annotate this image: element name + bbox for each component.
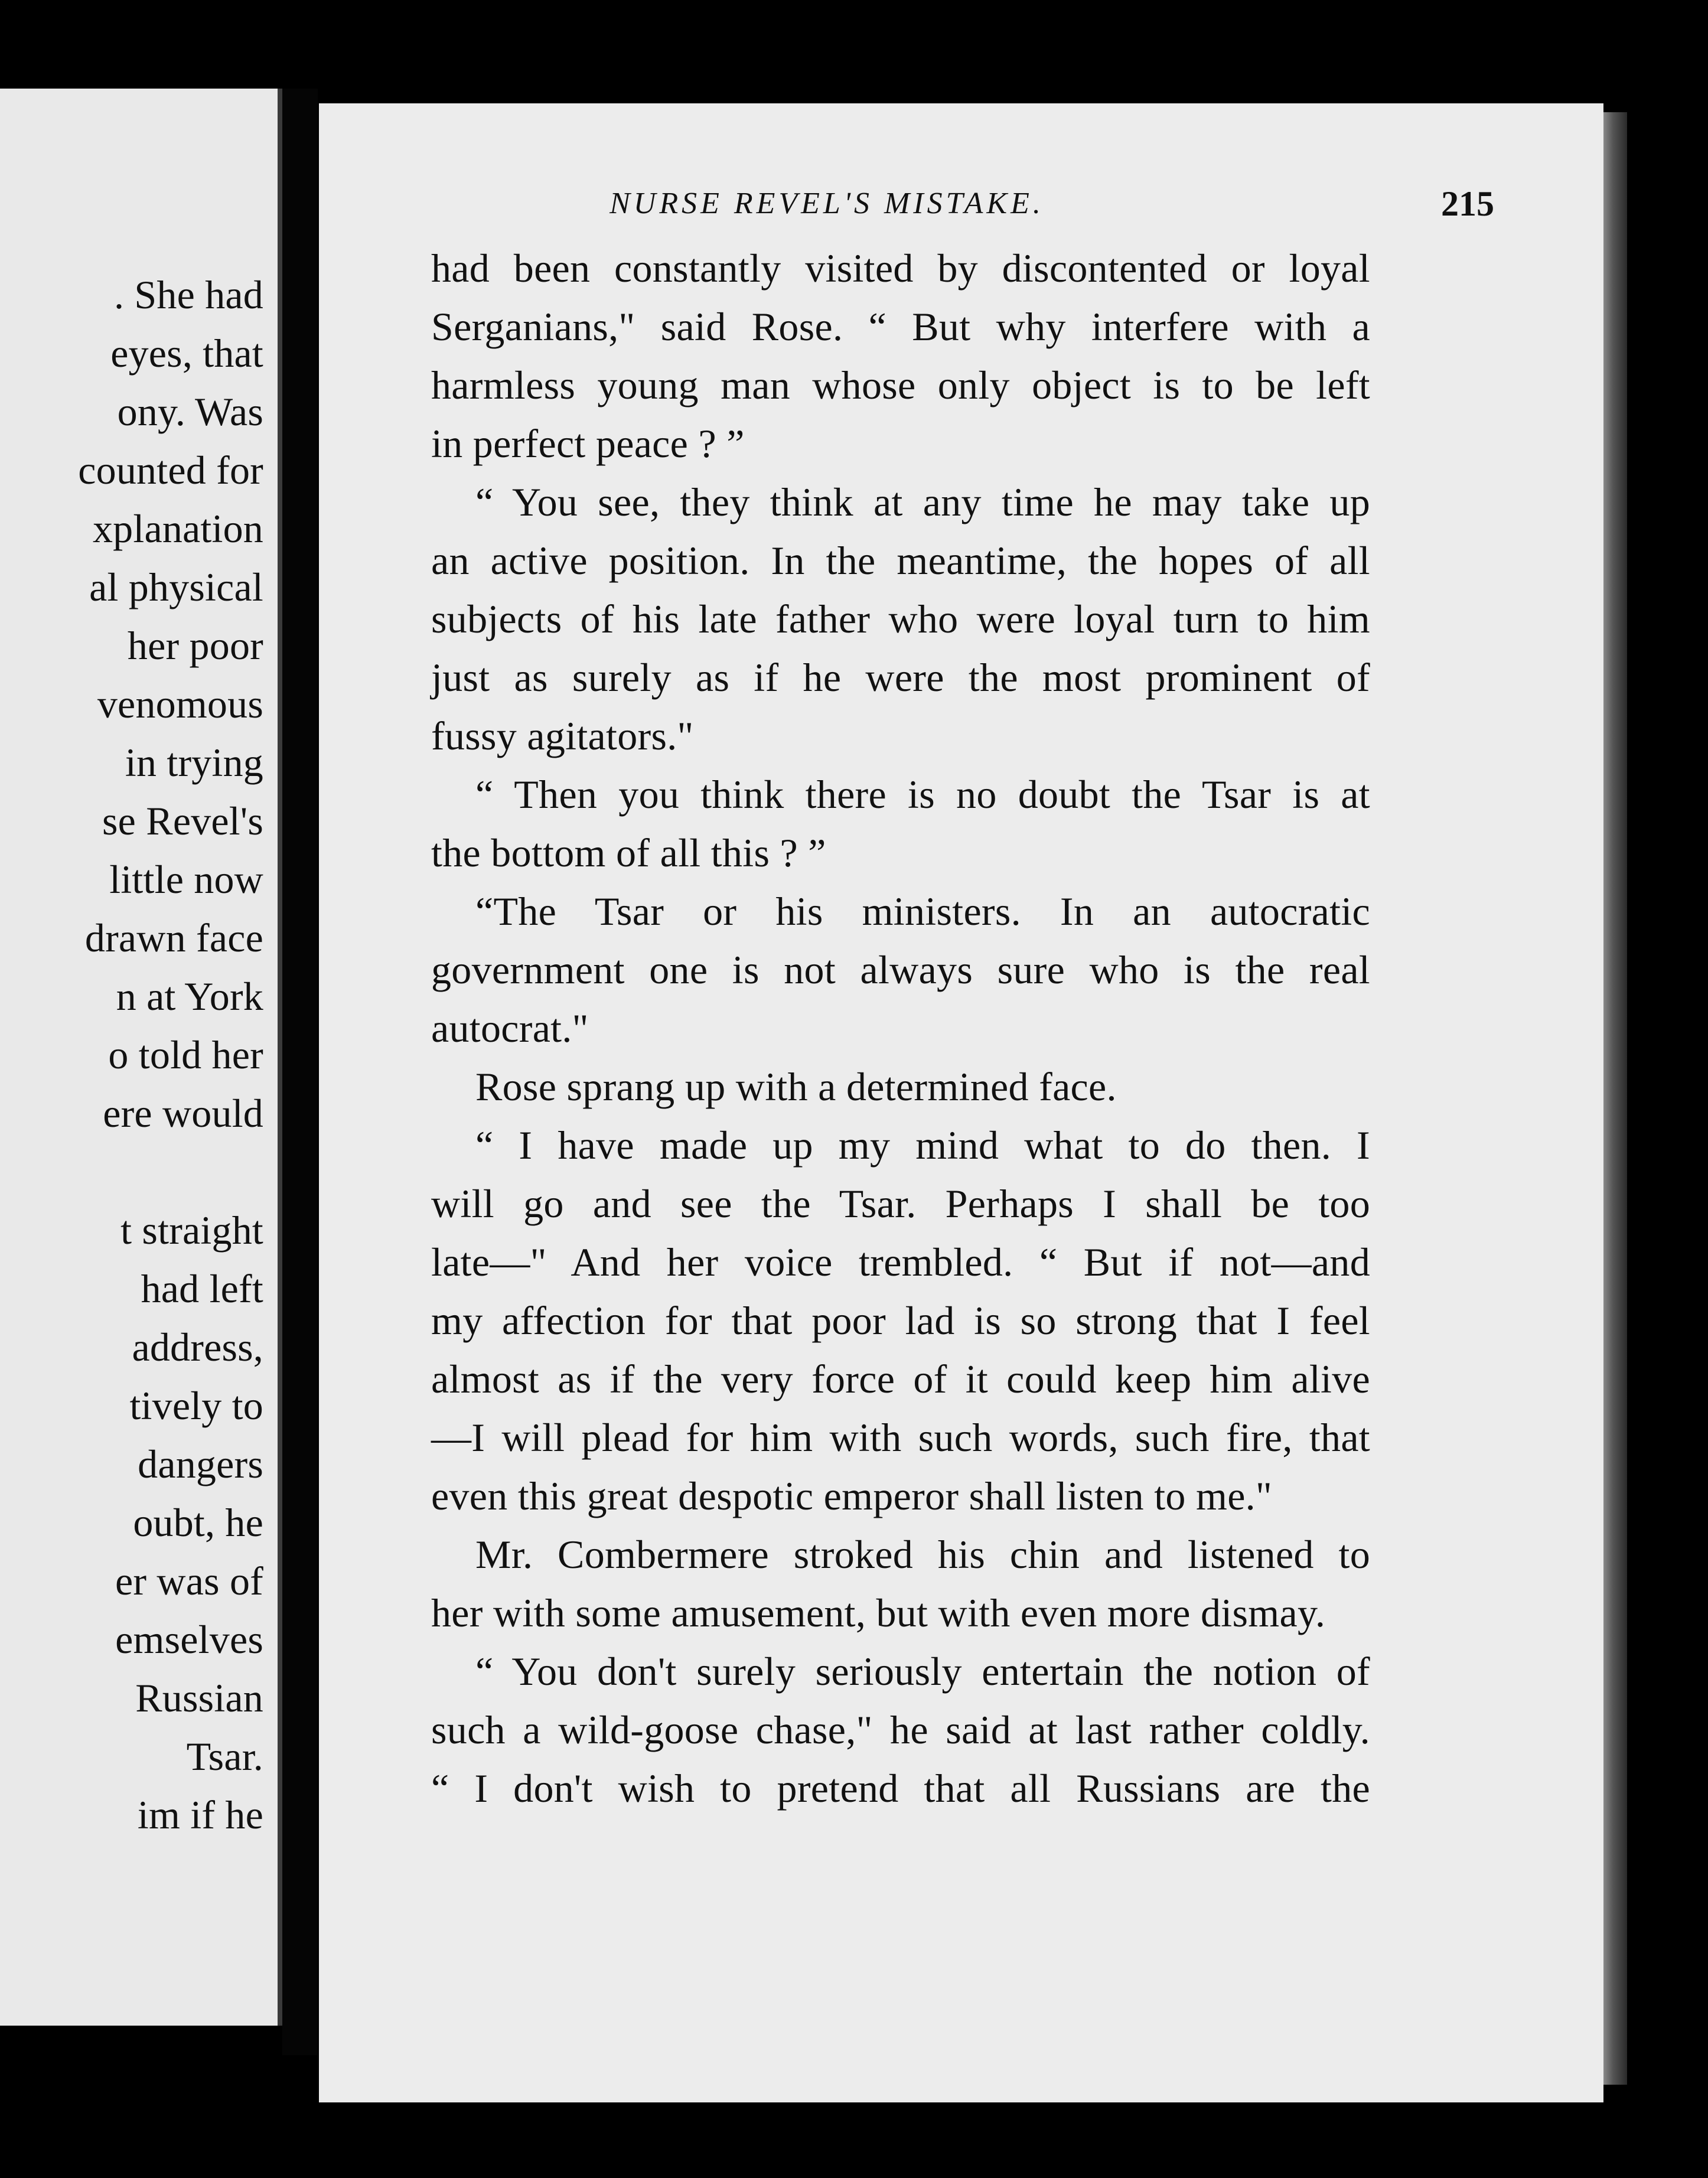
left-page-line: eyes, that [110,331,263,376]
text-line: government one is not always sure who is the real [431,947,1370,992]
left-page-line: counted for [78,448,263,493]
left-page-line: venomous [97,682,263,726]
left-page-line: ony. Was [117,389,263,434]
text-line: “ I don't wish to pretend that all Russians are the [431,1766,1370,1811]
left-page-line: . She had [114,272,263,317]
left-page-line [0,1143,263,1201]
left-page-line: Russian [135,1675,263,1720]
left-page-line: address, [132,1325,263,1370]
text-line: Serganians," said Rose. “ But why interfere with a [431,304,1370,349]
text-line: will go and see the Tsar. Perhaps I shall be too [431,1181,1370,1226]
right-page [319,103,1603,2102]
body-text [431,239,1370,1818]
text-line: such a wild-goose chase," he said at last rather coldly. [431,1707,1370,1752]
text-line: almost as if the very force of it could keep him alive [431,1357,1370,1401]
text-line: —I will plead for him with such words, such fire, that [431,1415,1370,1460]
left-page-line: o told her [108,1032,263,1077]
left-page-line: her poor [127,623,263,668]
text-line: “The Tsar or his ministers. In an autocratic [475,889,1370,934]
left-page-line: im if he [137,1792,263,1837]
left-page-line: ere would [103,1091,263,1136]
left-page-text [0,266,263,1844]
left-page-line: n at York [116,974,263,1019]
text-line: “ I have made up my mind what to do then. I [475,1123,1370,1168]
text-line: even this great despotic emperor shall listen to me." [431,1473,1273,1518]
text-line: fussy agitators." [431,713,694,758]
running-head [319,177,1603,230]
text-line: just as surely as if he were the most prominent of [431,655,1370,700]
book-gutter [282,89,318,2055]
left-page-line: se Revel's [102,798,263,843]
running-title: NURSE REVEL'S MISTAKE. [609,187,1044,220]
left-page-line: xplanation [92,506,263,551]
left-page-line: tively to [129,1383,263,1428]
left-page-line: er was of [115,1558,263,1603]
text-line: Mr. Combermere stroked his chin and listened to [475,1532,1370,1577]
text-line: late—" And her voice trembled. “ But if not—and [431,1240,1370,1284]
left-page-line: dangers [138,1442,263,1486]
text-line: had been constantly visited by discontented or loyal [431,246,1370,291]
text-line: the bottom of all this ? ” [431,830,826,875]
left-page-line: had left [141,1266,263,1311]
left-page-line: Tsar. [186,1734,263,1779]
text-line: autocrat." [431,1006,589,1051]
text-line: an active position. In the meantime, the hopes of all [431,538,1370,583]
text-line: her with some amusement, but with even more dismay. [431,1590,1326,1635]
left-page-line: drawn face [84,915,263,960]
left-page-line: little now [109,857,263,902]
text-line: in perfect peace ? ” [431,421,745,466]
text-line: harmless young man whose only object is to be left [431,363,1370,407]
text-line: “ Then you think there is no doubt the Tsar is at [475,772,1370,817]
left-page-line: al physical [89,565,263,609]
text-line: my affection for that poor lad is so strong that I feel [431,1298,1370,1343]
left-page-line: emselves [115,1617,263,1662]
page-number: 215 [1441,184,1494,223]
text-line: “ You see, they think at any time he may take up [475,480,1370,524]
text-line: Rose sprang up with a determined face. [475,1064,1117,1109]
text-line: subjects of his late father who were loyal turn to him [431,596,1370,641]
left-page [0,89,282,2026]
left-page-line: t straight [120,1208,263,1253]
text-line: “ You don't surely seriously entertain the notion of [475,1649,1370,1694]
page-edge [1603,112,1627,2085]
left-page-line: in trying [125,740,263,785]
left-page-line: oubt, he [133,1500,263,1545]
